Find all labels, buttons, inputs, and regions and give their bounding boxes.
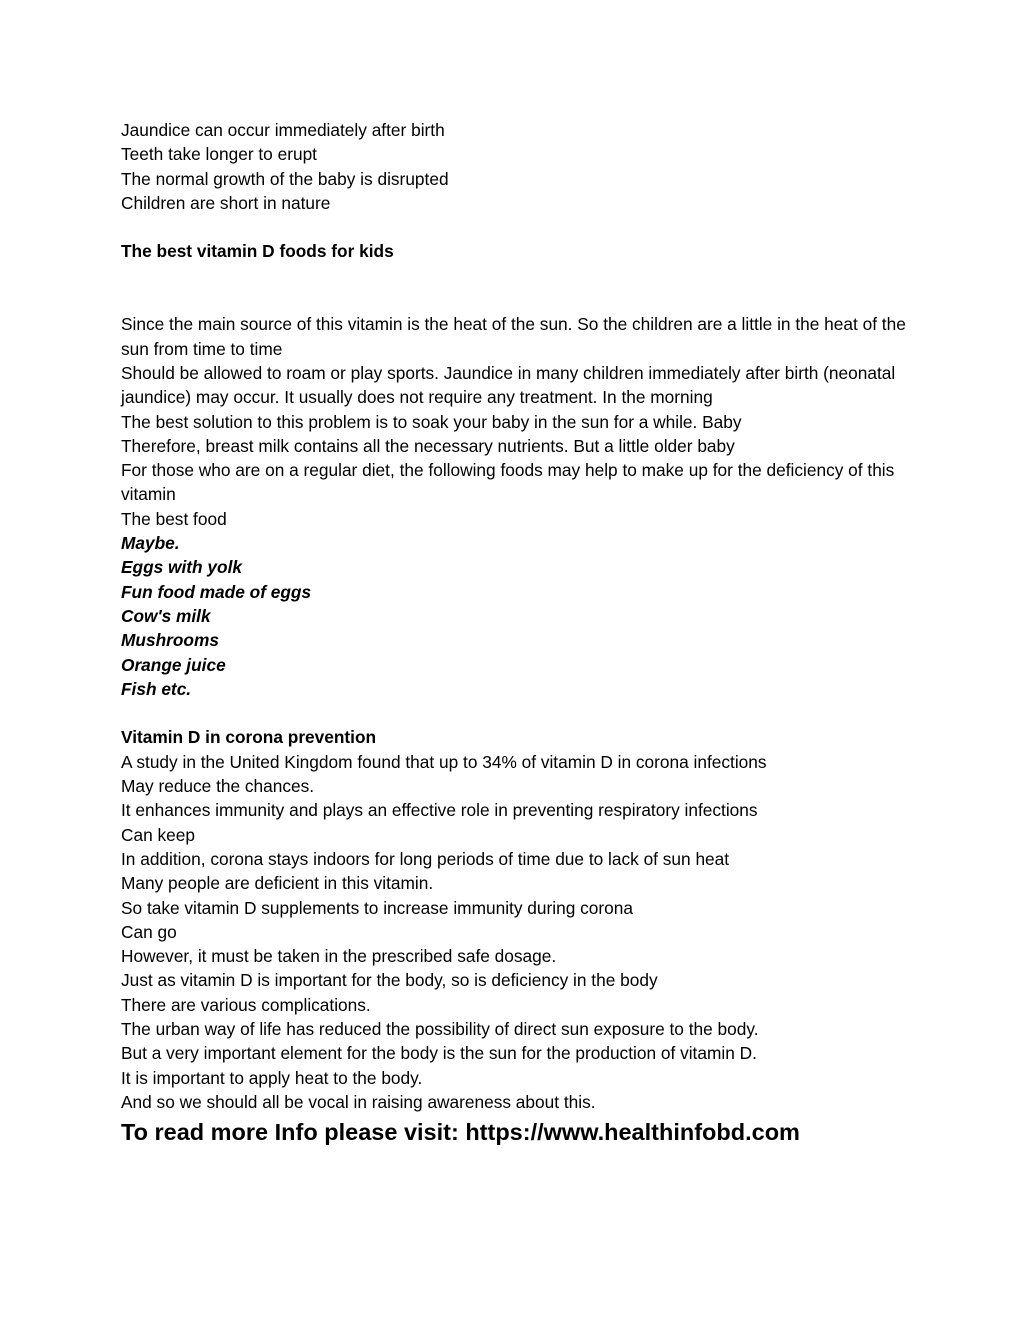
paragraph: Since the main source of this vitamin is the heat of the sun. So the children are a little in the heat of the sun from time to time <box>121 314 906 359</box>
corona-line: So take vitamin D supplements to increase immunity during corona <box>121 897 633 918</box>
foods-paragraphs <box>121 312 911 531</box>
food-item: Mushrooms <box>121 630 219 651</box>
intro-line: Jaundice can occur immediately after birth <box>121 120 445 140</box>
intro-line: Teeth take longer to erupt <box>121 144 317 165</box>
food-item: Cow's milk <box>121 605 211 626</box>
food-item: Fish etc. <box>121 678 192 699</box>
read-more-footer: To read more Info please visit: https://www.healthinfobd.com <box>121 1119 800 1146</box>
corona-line: However, it must be taken in the prescribed safe dosage. <box>121 946 557 967</box>
paragraph: The best solution to this problem is to soak your baby in the sun for a while. Baby <box>121 411 742 432</box>
corona-line: Many people are deficient in this vitamin. <box>121 873 434 894</box>
food-item: Fun food made of eggs <box>121 581 312 602</box>
paragraph: Therefore, breast milk contains all the necessary nutrients. But a little older baby <box>121 435 735 456</box>
corona-line: There are various complications. <box>121 994 371 1015</box>
spacer <box>121 701 911 725</box>
foods-heading: The best vitamin D foods for kids <box>121 241 394 262</box>
corona-line: Just as vitamin D is important for the body, so is deficiency in the body <box>121 970 658 991</box>
corona-line: It is important to apply heat to the body. <box>121 1067 423 1088</box>
corona-line: But a very important element for the body is the sun for the production of vitamin D. <box>121 1043 757 1064</box>
paragraph: Should be allowed to roam or play sports. Jaundice in many children immediately after birth (neonatal jaundice) may occur. It usually does not require any treatment. In the morning <box>121 362 896 408</box>
corona-lines <box>121 750 911 1114</box>
corona-line: Can keep <box>121 824 195 845</box>
spacer <box>121 215 911 239</box>
corona-line: A study in the United Kingdom found that up to 34% of vitamin D in corona infections <box>121 751 767 772</box>
paragraph: The best food <box>121 508 227 529</box>
food-item: Eggs with yolk <box>121 557 242 578</box>
food-item: Maybe. <box>121 533 180 554</box>
corona-line: In addition, corona stays indoors for long periods of time due to lack of sun heat <box>121 848 730 869</box>
corona-line: May reduce the chances. <box>121 776 315 797</box>
document-page <box>121 118 911 1148</box>
food-item: Orange juice <box>121 654 226 675</box>
corona-line: It enhances immunity and plays an effective role in preventing respiratory infections <box>121 800 758 821</box>
corona-line: Can go <box>121 921 177 942</box>
corona-line: The urban way of life has reduced the possibility of direct sun exposure to the body. <box>121 1018 759 1039</box>
corona-line: And so we should all be vocal in raising awareness about this. <box>121 1091 596 1112</box>
spacer <box>121 264 911 313</box>
intro-list <box>121 118 911 215</box>
food-list <box>121 531 911 701</box>
paragraph: For those who are on a regular diet, the following foods may help to make up for the deficiency of this vitamin <box>121 460 895 505</box>
intro-line: Children are short in nature <box>121 192 331 213</box>
corona-heading: Vitamin D in corona prevention <box>121 727 377 748</box>
intro-line: The normal growth of the baby is disrupted <box>121 168 449 189</box>
